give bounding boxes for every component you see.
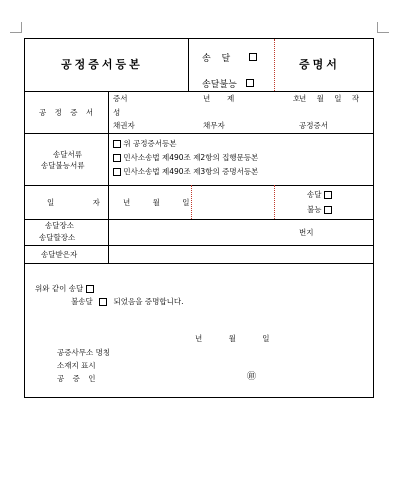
undelivered-statement-checkbox[interactable] — [99, 298, 107, 306]
delivered-option[interactable] — [307, 189, 332, 200]
date-ymd-label: 년 월 일 — [123, 198, 200, 207]
delivery-impossible-option[interactable] — [202, 72, 254, 91]
document-item-label: 민사소송법 제490조 제3항의 증명서등본 — [123, 167, 259, 176]
row-divider — [25, 185, 373, 186]
debtor-label: 채무자 — [203, 121, 225, 130]
delivery-docs-label: 송달서류 — [53, 150, 82, 159]
deed-label-suffix: 성 — [113, 108, 121, 117]
undeliverable-docs-label: 송달불능서류 — [41, 161, 85, 170]
row-divider — [25, 91, 373, 92]
document-item[interactable] — [113, 152, 258, 163]
date-label: 일 자 — [47, 198, 118, 207]
row-divider — [25, 263, 373, 264]
label-column-divider — [108, 91, 109, 263]
year-label: 년 — [203, 94, 211, 103]
dotted-divider — [274, 185, 275, 219]
certificate-title: 증명서 — [299, 58, 340, 71]
delivered-label: 송달 — [307, 190, 322, 199]
notary-label: 공 증 인 — [57, 374, 99, 383]
crop-mark-right-v — [377, 22, 378, 33]
document-item-label: 민사소송법 제490조 제2항의 집행문등본 — [123, 153, 259, 162]
delivery-checkbox[interactable] — [249, 53, 257, 61]
place-to-deliver-label: 송달할장소 — [39, 233, 76, 242]
document-item-label: 위 공정증서등본 — [123, 139, 177, 148]
date-created-label: 년 월 일 작 — [299, 94, 364, 103]
title: 공정증서등본 — [61, 58, 143, 71]
receiver-label: 송달받은자 — [41, 250, 78, 259]
statement-certify-text: 되었음을 증명합니다. — [113, 297, 184, 306]
office-name-label: 공증사무소 명칭 — [57, 348, 111, 357]
delivery-option[interactable] — [202, 46, 257, 65]
document-checkbox[interactable] — [113, 140, 121, 148]
impossible-option[interactable] — [307, 204, 332, 215]
notarial-deed-label: 공정증서 — [299, 121, 328, 130]
document-item[interactable] — [113, 166, 258, 177]
lot-number-label: 번지 — [299, 228, 314, 237]
delivery-label: 송 달 — [202, 54, 235, 64]
statement-text: 위와 같이 송달 — [35, 284, 84, 293]
number-prefix: 제 — [227, 94, 235, 103]
crop-mark-right-h — [377, 32, 389, 33]
creditor-label: 채권자 — [113, 121, 135, 130]
crop-mark-left-v — [21, 22, 22, 33]
notarial-document-label: 공 정 증 서 — [39, 108, 97, 117]
number-suffix: 호 — [293, 94, 301, 103]
dotted-divider — [274, 39, 275, 91]
statement-undelivered-text: 불송달 — [71, 297, 93, 306]
document-item[interactable] — [113, 138, 177, 149]
statement-line-2 — [71, 296, 184, 307]
delivered-statement-checkbox[interactable] — [86, 285, 94, 293]
delivered-checkbox[interactable] — [324, 191, 332, 199]
column-divider — [188, 39, 189, 91]
delivery-place-label: 송달장소 — [45, 221, 74, 230]
impossible-label: 불능 — [307, 205, 322, 214]
delivery-impossible-checkbox[interactable] — [246, 79, 254, 87]
deed-label: 증서 — [113, 94, 128, 103]
statement-line-1 — [35, 283, 94, 294]
delivery-impossible-label: 송달불능 — [202, 80, 237, 90]
seal-icon: ㊞ — [247, 372, 257, 382]
row-divider — [25, 133, 373, 134]
impossible-checkbox[interactable] — [324, 206, 332, 214]
office-address-label: 소재지 표시 — [57, 361, 96, 370]
signature-date-label: 년 월 일 — [195, 334, 282, 343]
row-divider — [25, 219, 373, 220]
row-divider — [25, 245, 373, 246]
document-checkbox[interactable] — [113, 154, 121, 162]
document-checkbox[interactable] — [113, 168, 121, 176]
notarial-delivery-certificate-form — [24, 38, 374, 398]
